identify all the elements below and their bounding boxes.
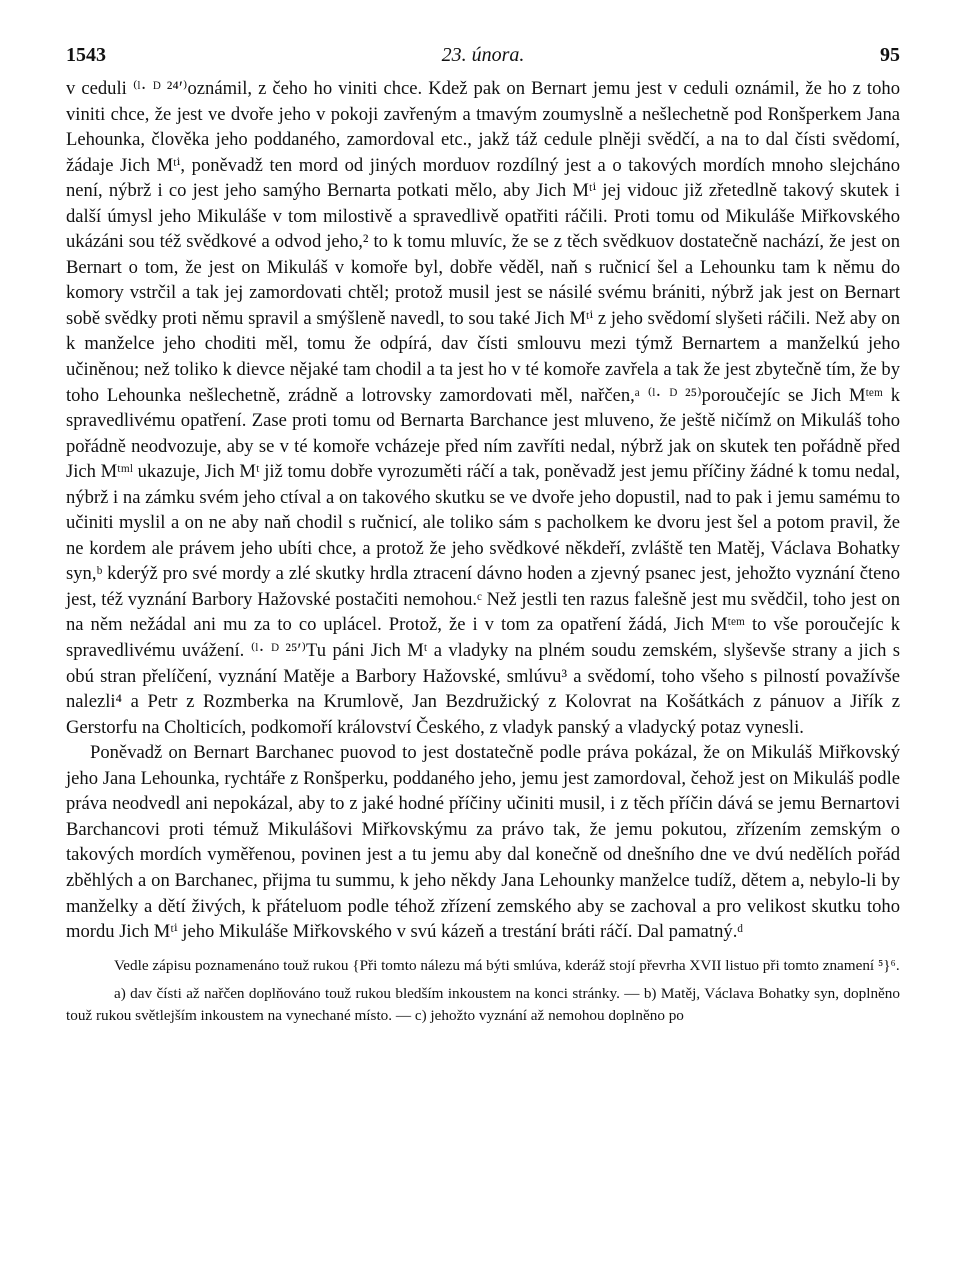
- page-number: 95: [880, 44, 900, 66]
- footnotes: [66, 955, 900, 1027]
- paragraph-1: v ceduli ⁽ˡ· ᴰ ²⁴ʹ⁾oznámil, z čeho ho viniti chce. Kdež pak on Bernart jemu jest v ceduli oznámil, že ho z toho viniti chce, že jest ve dvoře jeho v pokoji zavřeným a tmavým zoumyslně a nešlechetně pod Ronšperkem Jana Lehounka, člověka jeho poddaného, zamordoval etc., jakž táž cedule plněji svědčí, a na to dal čísti svědomí, žádaje Jich Mᵗⁱ, poněvadž ten mord od jiných morduov rozdílný jest a o takových mordích mnoho slejcháno není, nýbrž i co jest jeho samýho Bernarta potkati mělo, aby Jich Mᵗⁱ jej vidouc již zřetedlně takový skutek i další úmysl jeho Mikuláše v tom milostivě a spravedlivě opatřiti ráčili. Proti tomu od Mikuláše Miřkovského ukázáni sou též svědkové a odvod jeho,² to k tomu mluvíc, že se z těch svědkuov dostatečně nachází, že jest on Bernart o tom, že jest on Mikuláš v komoře byl, dobře věděl, naň s ručnicí šel a Lehounku tam k němu do komory vstrčil a tak jej zamordovati chtěl; protož musil jest se násilé svému brániti, nýbrž jak jest on Bernart sobě svědky proti němu spravil a smýšleně navedl, to sou také Jich Mᵗⁱ z jeho svědomí slyšeti ráčili. Než aby on k manželce jeho choditi měl, tomu že odpírá, dav čísti smlouvu mezi týmž Bernartem a manželkú jeho učiněnou; než toliko k dievce nějaké tam chodil a ta jest ho v té komoře zavřela a tak že jest zbytečně tím, že by toho Lehounka nešlechetně, zrádně a lotrovsky zamordovati měl, nařčen,ᵃ ⁽ˡ· ᴰ ²⁵⁾poroučejíc se Jich Mᵗᵉᵐ k spravedlivému opatření. Zase proti tomu od Bernarta Barchance jest mluveno, že ještě ničímž on Mikuláš toho pořádně neodvozuje, aby se v té komoře vcházeje před ním zavříti nedal, nýbrž jak on skutek ten pořádně před Jich Mᵗᵐˡ ukazuje, Jich Mᵗ již tomu dobře vyrozuměti ráčí a tak, poněvadž jest jemu příčiny žádné k tomu nedal, nýbrž i na zámku svém jeho ctíval a on takového skutku se ve dvoře jeho dopustil, nad to pak i jemu samému to učiniti myslil a on ne aby naň chodil s ručnicí, ale toliko sám s pacholkem ke dvoru jest šel a potom pravil, že ne kordem ale právem jeho ubíti chce, a protož že jeho svědkové někdeří, zvláště ten Matěj, Václava Bohatky syn,ᵇ kderýž pro své mordy a zlé skutky hrdla ztracení dávno hoden a zjevný psanec jest, jehožto vyznání čteno jest, též vyznání Barbory Hažovské postačiti nemohou.ᶜ Než jestli ten razus falešně jest mu svědčil, toho jest on na něm nežádal ani mu za to co uplácel. Protož, že i v tom za opatření žádá, Jich Mᵗᵉᵐ to vše poroučejíc k spravedlivému uvážení. ⁽ˡ· ᴰ ²⁵ʹ⁾Tu páni Jich Mᵗ a vladyky na plném soudu zemském, slyševše strany a jich s obú stran přelíčení, vyznání Matěje a Barbory Hažovské, smlúvu³ a svědomí, toho všeho s pilností považívše nalezli⁴ a Petr z Rozmberka na Krumlově, Jan Bezdružický z Kolovrat na Košátkách z pánuov a Jiřík z Gerstorfu na Cholticích, podkomoří království Českého, z vladyk panský a vladycký potaz vynesli.: [66, 78, 900, 738]
- critical-apparatus: a) dav čísti až nařčen doplňováno touž rukou bledším inkoustem na konci stránky. — b) Matěj, Václava Bohatky syn, doplněno touž rukou světlejším inkoustem na vynechané místo. — c) jehožto vyznání až nemohou doplněno po: [66, 984, 900, 1024]
- main-text: [66, 76, 900, 945]
- document-page: [66, 44, 900, 1033]
- header-year: 1543: [66, 44, 106, 66]
- running-header: [66, 44, 900, 76]
- header-date: 23. února.: [441, 44, 525, 66]
- editorial-note: Vedle zápisu poznamenáno touž rukou {Při tomto nálezu má býti smlúva, kderáž stojí převrha XVII listuo při tomto znamení ⁵}⁶.: [114, 956, 900, 974]
- paragraph-2: Poněvadž on Bernart Barchanec puovod to jest dostatečně podle práva pokázal, že on Mikuláš Miřkovský jeho Jana Lehounka, rychtáře z Ronšperku, poddaného jeho, jemu jest zamordoval, čehož jest on Mikuláš podle práva neodvedl ani nepokázal, aby to z jaké hodné příčiny učiniti musil, i z těch příčin dává se jemu Bernartovi Barchancovi proti témuž Mikulášovi Miřkovskýmu za právo tak, že jemu pokutou, zřízením zemským o takových mordích vyměřenou, povinen jest a tu jemu aby dal konečně od dnešního dne ve dvú nedělích pořád zběhlých a on Barchanec, přijma tu summu, k jeho někdy Jana Lehounky manželce tudíž, dětem a, nebylo-li by manželky a dětí živých, k přáteluom podle téhož zřízení zemského aby se zachoval a pro velikost skutku toho mordu Jich Mᵗⁱ jeho Mikuláše Miřkovského v svú kázeň a trestání bráti ráčí. Dal pamatný.ᵈ: [66, 742, 900, 943]
